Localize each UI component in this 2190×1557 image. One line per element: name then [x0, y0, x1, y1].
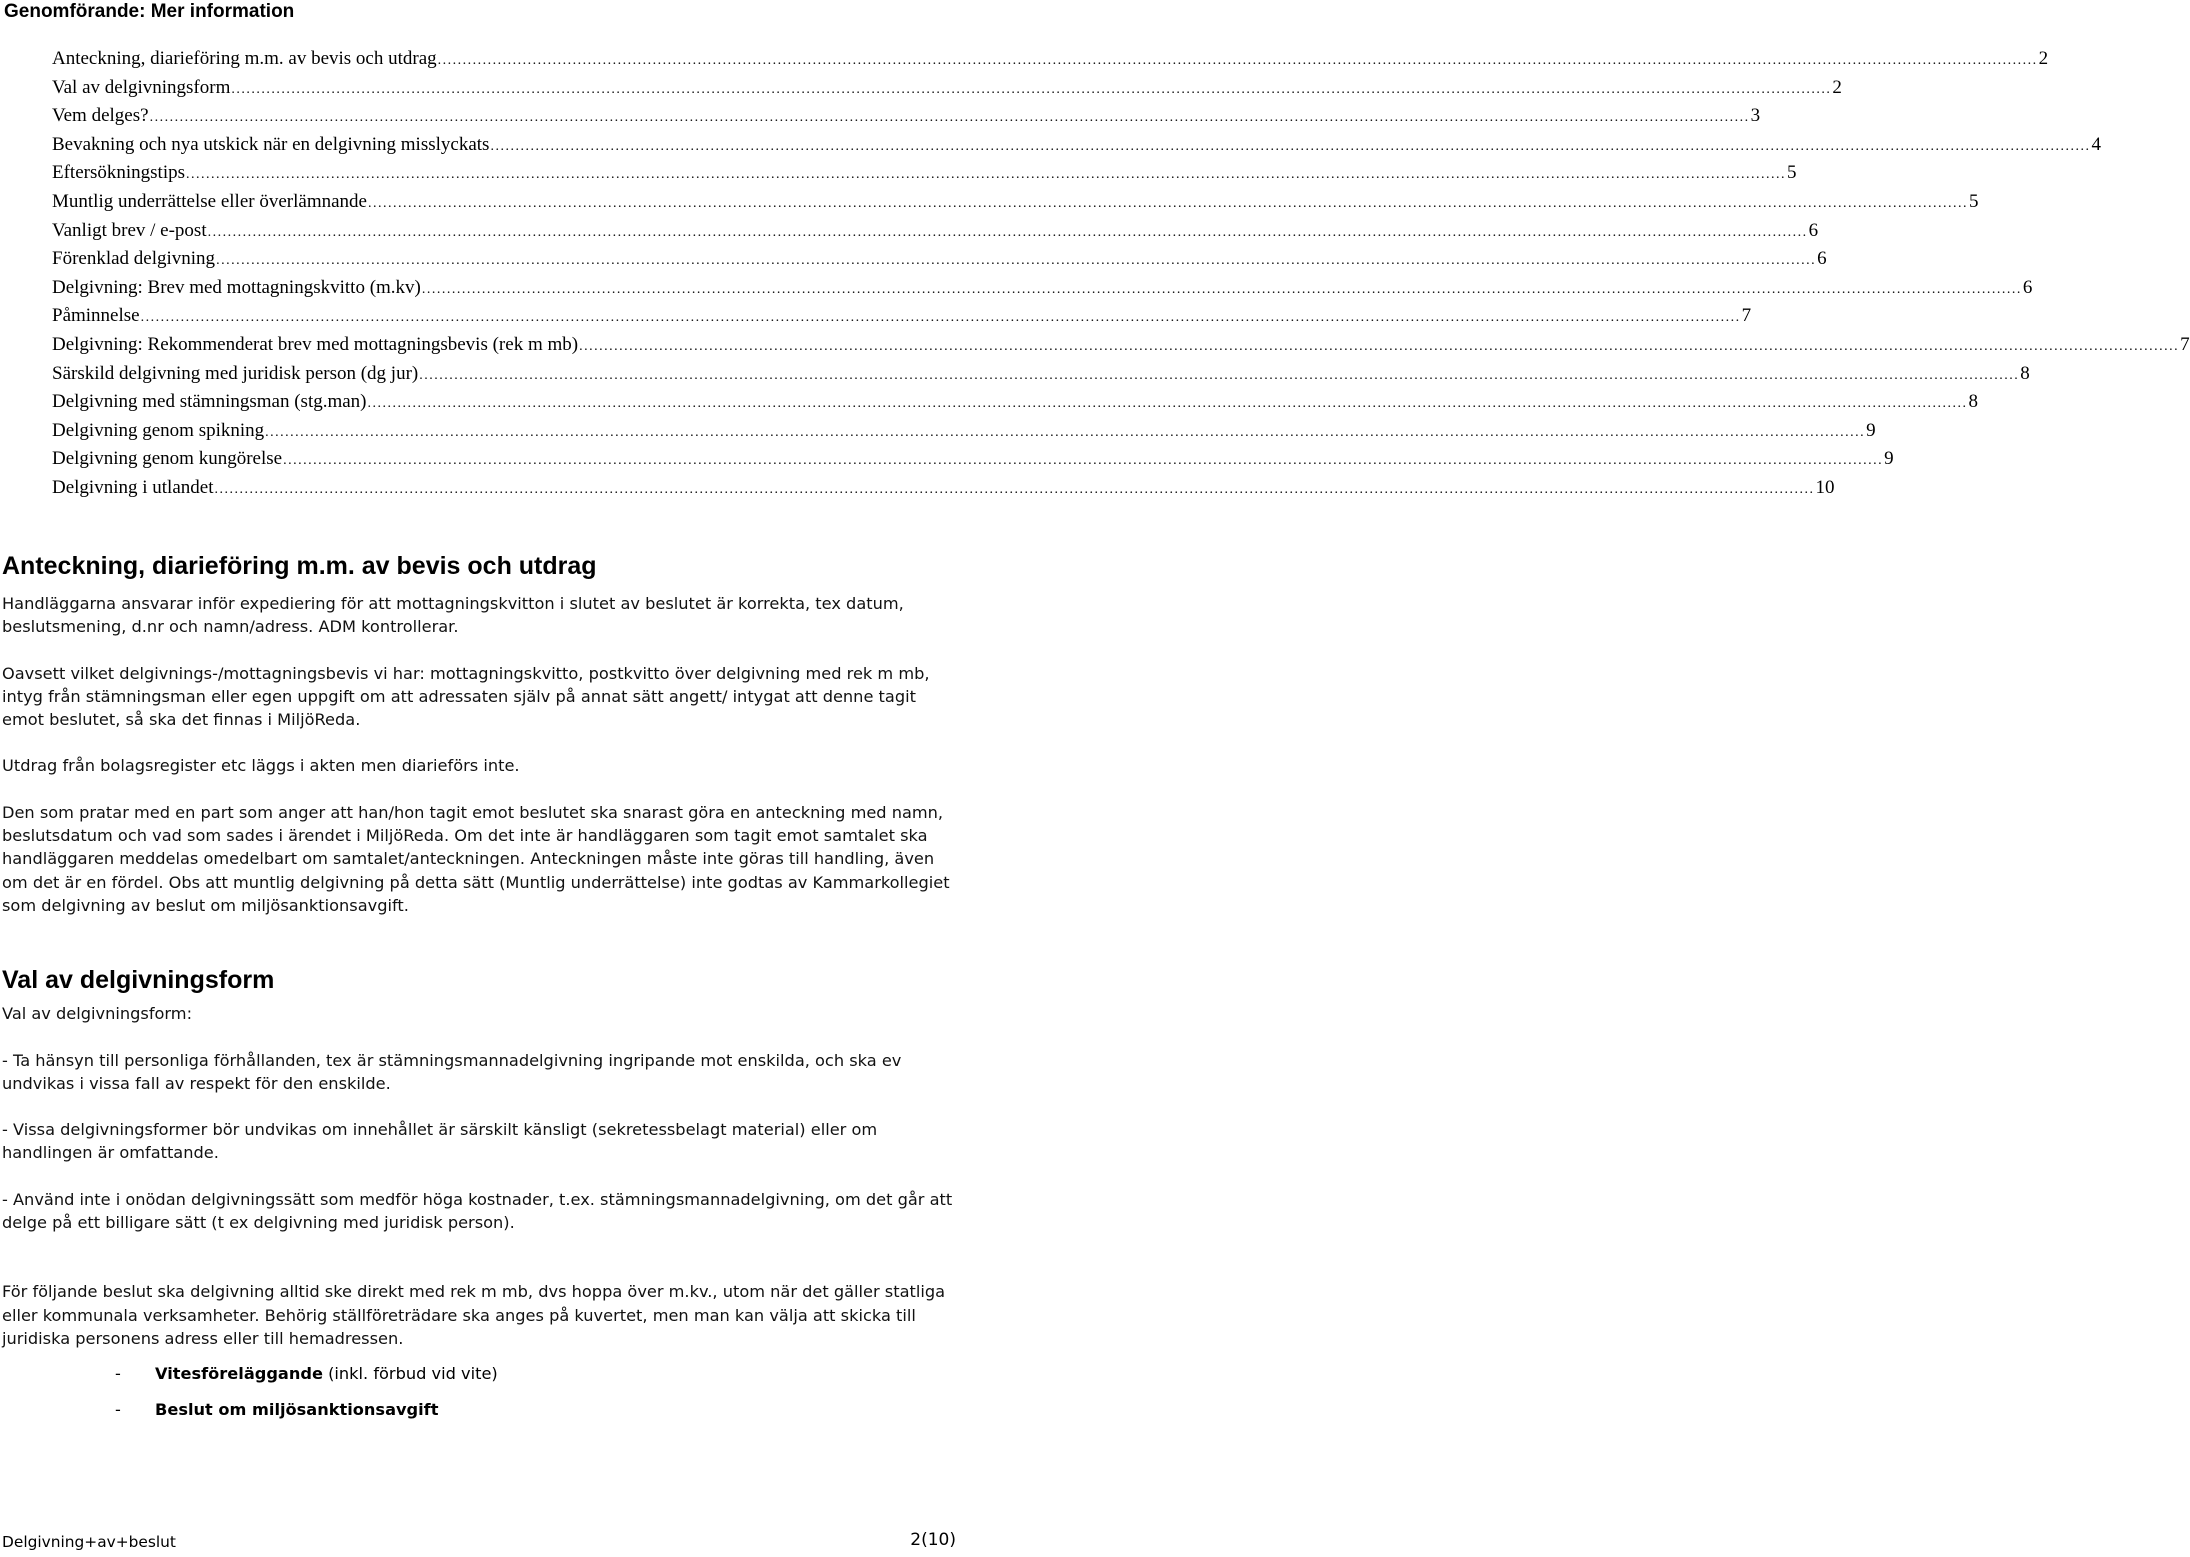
list-item — [2, 1362, 960, 1385]
paragraph: - Ta hänsyn till personliga förhållanden, tex är stämningsmannadelgivning ingripande mot enskilda, och ska ev undvikas i vissa fall av respekt för den enskilde. — [2, 1050, 902, 1093]
toc-dot-leader — [208, 220, 1808, 246]
toc-dot-leader — [150, 105, 1750, 131]
list-item-bold: Vitesföreläggande — [155, 1364, 323, 1384]
document-body — [2, 548, 960, 1421]
list-item — [2, 1398, 960, 1421]
section-heading-val-av-delgivningsform: Val av delgivningsform — [2, 966, 275, 995]
toc-entry-page[interactable]: 8 — [2020, 362, 2030, 384]
toc-entry[interactable] — [52, 389, 1979, 418]
toc-entry-label[interactable]: Förenklad delgivning — [52, 248, 216, 270]
paragraph: Oavsett vilket delgivnings-/mottagningsbevis vi har: mottagningskvitto, postkvitto över delgivning med rek m mb, intyg från stämningsman eller egen uppgift om att adressaten själv på annat sätt angett/ intygat att denne tagit emot beslutet, så ska det finnas i MiljöReda. — [2, 663, 930, 730]
toc-entry[interactable] — [52, 75, 1842, 104]
footer-page-number: 2(10) — [910, 1530, 956, 1550]
toc-entry-label[interactable]: Delgivning genom spikning — [52, 419, 265, 441]
toc-dot-leader — [368, 191, 1968, 217]
toc-entry[interactable] — [52, 275, 2033, 304]
list-item-bold: Beslut om miljösanktionsavgift — [155, 1399, 439, 1419]
toc-entry-page[interactable]: 6 — [2022, 276, 2033, 298]
toc-dot-leader — [231, 77, 1831, 103]
toc-entry-page[interactable]: 5 — [1787, 162, 1797, 184]
toc-entry-page[interactable]: 9 — [1884, 448, 1894, 470]
section-heading-anteckning: Anteckning, diarieföring m.m. av bevis och utdrag — [2, 552, 597, 580]
toc-entry[interactable] — [52, 132, 2101, 161]
toc-dot-leader — [368, 391, 1968, 417]
toc-dot-leader — [422, 277, 2022, 303]
paragraph: Utdrag från bolagsregister etc läggs i akten men diarieförs inte. — [2, 756, 520, 776]
toc-entry[interactable] — [52, 103, 1761, 132]
page-header-title: Genomförande: Mer information — [4, 1, 295, 22]
paragraph: - Vissa delgivningsformer bör undvikas om innehållet är särskilt känsligt (sekretessbelagt material) eller om handlingen är omfattande. — [2, 1120, 878, 1163]
toc-entry-page[interactable]: 6 — [1808, 219, 1819, 241]
table-of-contents — [52, 46, 2190, 504]
toc-entry-page[interactable]: 9 — [1866, 419, 1876, 441]
toc-entry-label[interactable]: Delgivning i utlandet — [52, 476, 214, 498]
toc-entry-label[interactable]: Påminnelse — [52, 305, 140, 327]
toc-entry-page[interactable]: 7 — [2180, 333, 2190, 355]
toc-entry-label[interactable]: Anteckning, diarieföring m.m. av bevis och utdrag — [52, 48, 437, 69]
toc-entry[interactable] — [52, 361, 2030, 390]
toc-dot-leader — [419, 363, 2019, 389]
toc-entry-page[interactable]: 10 — [1815, 476, 1835, 498]
toc-entry-label[interactable]: Delgivning: Brev med mottagningskvitto (m.kv) — [52, 276, 421, 298]
toc-entry-page[interactable]: 8 — [1968, 391, 1979, 413]
toc-dot-leader — [265, 420, 1865, 446]
toc-entry-page[interactable]: 5 — [1968, 190, 1979, 212]
paragraph: Den som pratar med en part som anger att han/hon tagit emot beslutet ska snarast göra en anteckning med namn, beslutsdatum och vad som sades i ärendet i MiljöReda. Om det inte är handläggaren som tagit emot samtalet ska handläggaren meddelas omedelbart om samtalet/anteckningen. Anteckningen måste inte göras till handling, även om det är en fördel. Obs att muntlig delgivning på detta sätt (Muntlig underrättelse) inte godtas av Kammarkollegiet som delgivning av beslut om miljösanktionsavgift. — [2, 802, 950, 915]
toc-dot-leader — [141, 305, 1741, 331]
toc-entry[interactable] — [52, 332, 2190, 361]
toc-entry[interactable] — [52, 218, 1819, 247]
toc-entry[interactable] — [52, 446, 1894, 475]
list-item-rest: (inkl. förbud vid vite) — [322, 1364, 498, 1384]
toc-entry-page[interactable]: 2 — [2038, 48, 2049, 69]
toc-entry-label[interactable]: Vanligt brev / e-post — [52, 219, 207, 241]
paragraph: - Använd inte i onödan delgivningssätt som medför höga kostnader, t.ex. stämningsmannadelgivning, om det går att delge på ett billigare sätt (t ex delgivning med juridisk person). — [2, 1189, 953, 1233]
toc-entry-label[interactable]: Särskild delgivning med juridisk person (dg jur) — [52, 362, 419, 384]
toc-entry-label[interactable]: Eftersökningstips — [52, 162, 185, 184]
toc-entry-label[interactable]: Delgivning med stämningsman (stg.man) — [52, 391, 367, 413]
toc-entry[interactable] — [52, 303, 1752, 332]
list-dash: - — [115, 1364, 121, 1384]
toc-entry-page[interactable]: 7 — [1741, 305, 1752, 327]
toc-entry[interactable] — [52, 46, 2049, 75]
toc-entry[interactable] — [52, 246, 1827, 275]
toc-dot-leader — [186, 162, 1786, 188]
toc-dot-leader — [216, 248, 1816, 274]
decision-list — [2, 1362, 960, 1421]
toc-entry-page[interactable]: 4 — [2091, 133, 2101, 155]
toc-entry[interactable] — [52, 189, 1979, 218]
toc-entry[interactable] — [52, 418, 1876, 447]
paragraph: Val av delgivningsform: — [2, 1004, 193, 1024]
toc-dot-leader — [438, 48, 2038, 74]
paragraph: Handläggarna ansvarar inför expediering för att mottagningskvitton i slutet av beslutet är korrekta, tex datum, beslutsmening, d.nr och namn/adress. ADM kontrollerar. — [2, 594, 904, 637]
list-dash: - — [115, 1399, 121, 1419]
toc-dot-leader — [283, 448, 1883, 474]
toc-entry[interactable] — [52, 160, 1797, 189]
toc-entry-label[interactable]: Muntlig underrättelse eller överlämnande — [52, 190, 367, 212]
toc-entry-page[interactable]: 3 — [1750, 105, 1761, 127]
paragraph: För följande beslut ska delgivning alltid ske direkt med rek m mb, dvs hoppa över m.kv., utom när det gäller statliga eller kommunala verksamheter. Behörig ställföreträdare ska anges på kuvertet, men man kan välja att skicka till juridiska personens adress eller till hemadressen. — [2, 1282, 946, 1348]
toc-entry-page[interactable]: 2 — [1832, 76, 1842, 98]
toc-dot-leader — [579, 334, 2179, 360]
toc-dot-leader — [214, 477, 1814, 503]
toc-entry-label[interactable]: Delgivning: Rekommenderat brev med mottagningsbevis (rek m mb) — [52, 333, 579, 355]
toc-entry-label[interactable]: Val av delgivningsform — [52, 76, 231, 98]
toc-entry-label[interactable]: Vem delges? — [52, 105, 149, 127]
toc-dot-leader — [490, 134, 2090, 160]
toc-entry-page[interactable]: 6 — [1817, 248, 1827, 270]
toc-entry-label[interactable]: Delgivning genom kungörelse — [52, 448, 283, 470]
toc-entry[interactable] — [52, 475, 1835, 504]
toc-entry-label[interactable]: Bevakning och nya utskick när en delgivning misslyckats — [52, 133, 490, 155]
footer-document-name: Delgivning+av+beslut — [2, 1533, 176, 1551]
